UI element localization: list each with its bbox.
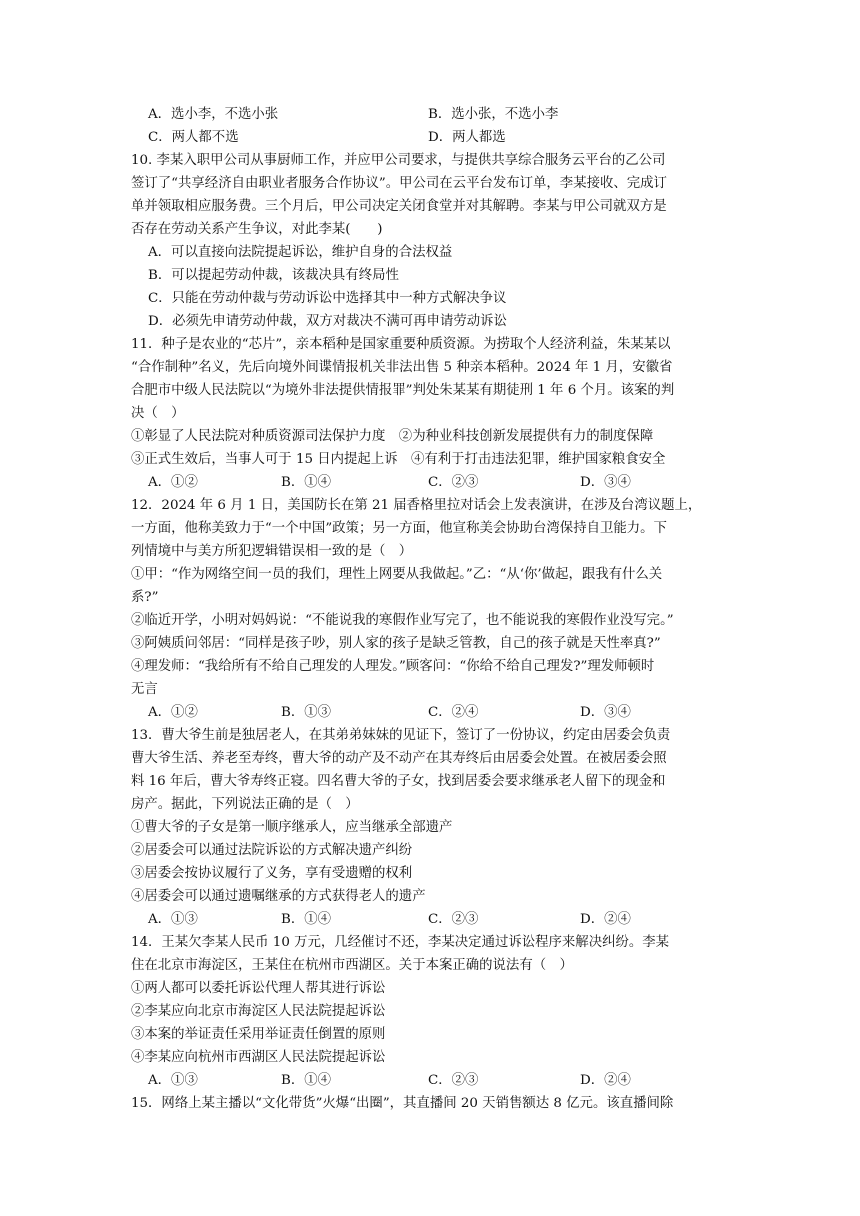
q14-option-c: C．②③: [428, 1073, 479, 1088]
q12-option-a: A．①②: [148, 705, 198, 720]
q11-stem-line: “合作制种”名义，先后向境外间谍情报机关非法出售 5 种亲本稻种。2024 年 1 月，安徽省: [131, 360, 673, 375]
q13-option-b: B．①④: [281, 912, 332, 927]
q12-stem-line: 列情境中与美方所犯逻辑错误相一致的是（ ）: [131, 544, 413, 559]
q14-option-d: D．②④: [580, 1073, 631, 1088]
q14-item-line: ②李某应向北京市海淀区人民法院提起诉讼: [131, 1004, 386, 1019]
q13-item-line: ①曹大爷的子女是第一顺序继承人，应当继承全部遗产: [131, 820, 453, 835]
q10-option-a: A．可以直接向法院提起诉讼，维护自身的合法权益: [148, 245, 453, 260]
q12-stem-line: 12．2024 年 6 月 1 日，美国防长在第 21 届香格里拉对话会上发表演讲，在涉及台湾议题上，: [131, 498, 702, 513]
q9-option-a: A．选小李，不选小张: [148, 107, 279, 122]
q13-options: [148, 909, 708, 931]
q12-option-d: D．③④: [580, 705, 631, 720]
q13-stem-line: 13．曹大爷生前是独居老人，在其弟弟妹妹的见证下，签订了一份协议，约定由居委会负责: [131, 728, 671, 743]
q13-item-line: ②居委会可以通过法院诉讼的方式解决遗产纠纷: [131, 843, 413, 858]
q11-option-c: C．②③: [428, 475, 479, 490]
q14-stem-line: 14．王某欠李某人民币 10 万元，几经催讨不还，李某决定通过诉讼程序来解决纠纷。李某: [131, 935, 670, 950]
q13-option-a: A．①③: [148, 912, 198, 927]
q9-options-row1: [148, 104, 708, 126]
q12-stem-line: 一方面，他称美致力于“一个中国”政策；另一方面，他宣称美会协助台湾保持自卫能力。下: [131, 521, 667, 536]
q14-option-a: A．①③: [148, 1073, 198, 1088]
q13-option-c: C．②③: [428, 912, 479, 927]
q11-item-line: ①彰显了人民法院对种质资源司法保护力度 ②为种业科技创新发展提供有力的制度保障: [131, 429, 654, 444]
q11-options: [148, 472, 708, 494]
q14-option-b: B．①④: [281, 1073, 332, 1088]
q13-item-line: ③居委会按协议履行了义务，享有受遗赠的权利: [131, 866, 413, 881]
q9-option-b: B．选小张，不选小李: [428, 107, 559, 122]
q13-option-d: D．②④: [580, 912, 631, 927]
q12-item-line: ④理发师：“我给所有不给自己理发的人理发。”顾客问：“你给不给自己理发?”理发师顿时: [131, 659, 655, 674]
q14-item-line: ④李某应向杭州市西湖区人民法院提起诉讼: [131, 1050, 386, 1065]
q12-item-line: ①甲：“作为网络空间一员的我们，理性上网要从我做起。”乙：“从‘你’做起，跟我有什么关: [131, 567, 663, 582]
q14-stem-line: 住在北京市海淀区，王某住在杭州市西湖区。关于本案正确的说法有（ ）: [131, 958, 573, 973]
q13-item-line: ④居委会可以通过遗嘱继承的方式获得老人的遗产: [131, 889, 426, 904]
q10-stem-line: 签订了“共享经济自由职业者服务合作协议”。甲公司在云平台发布订单，李某接收、完成订: [131, 176, 667, 191]
q12-item-line: 无言: [131, 682, 158, 697]
q11-stem-line: 合肥市中级人民法院以“为境外非法提供情报罪”判处朱某某有期徒刑 1 年 6 个月。该案的判: [131, 383, 675, 398]
q11-stem-line: 11．种子是农业的“芯片”，亲本稻种是国家重要种质资源。为捞取个人经济利益，朱某某以: [131, 337, 671, 352]
q13-stem-line: 料 16 年后，曹大爷寿终正寝。四名曹大爷的子女，找到居委会要求继承老人留下的现金和: [131, 774, 666, 789]
q9-option-d: D．两人都选: [428, 130, 506, 145]
q14-options: [148, 1070, 708, 1092]
q12-item-line: ②临近开学，小明对妈妈说：“不能说我的寒假作业写完了，也不能说我的寒假作业没写完。”: [131, 613, 674, 628]
q13-stem-line: 房产。据此，下列说法正确的是（ ）: [131, 797, 359, 812]
q10-stem-line: 10. 李某入职甲公司从事厨师工作，并应甲公司要求，与提供共享综合服务云平台的乙公司: [131, 153, 666, 168]
q14-item-line: ①两人都可以委托诉讼代理人帮其进行诉讼: [131, 981, 386, 996]
q10-stem-line: 单并领取相应服务费。三个月后，甲公司决定关闭食堂并对其解聘。李某与甲公司就双方是: [131, 199, 667, 214]
q12-option-b: B．①③: [281, 705, 332, 720]
q13-stem-line: 曹大爷生活、养老至寿终，曹大爷的动产及不动产在其寿终后由居委会处置。在被居委会照: [131, 751, 667, 766]
q11-stem-line: 决（ ）: [131, 406, 185, 421]
q9-options-row2: [148, 127, 708, 149]
q14-item-line: ③本案的举证责任采用举证责任倒置的原则: [131, 1027, 386, 1042]
q10-option-c: C．只能在劳动仲裁与劳动诉讼中选择其中一种方式解决争议: [148, 291, 507, 306]
q10-stem-line: 否存在劳动关系产生争议，对此李某( ): [131, 222, 383, 237]
q10-option-b: B．可以提起劳动仲裁，该裁决具有终局性: [148, 268, 399, 283]
q10-option-d: D．必须先申请劳动仲裁，双方对裁决不满可再申请劳动诉讼: [148, 314, 507, 329]
q11-option-b: B．①④: [281, 475, 332, 490]
q9-option-c: C．两人都不选: [148, 130, 239, 145]
q12-options: [148, 702, 708, 724]
q15-stem-line: 15．网络上某主播以“文化带货”火爆“出圈”，其直播间 20 天销售额达 8 亿元。该直播间除: [131, 1096, 674, 1111]
q11-option-a: A．①②: [148, 475, 198, 490]
q11-item-line: ③正式生效后，当事人可于 15 日内提起上诉 ④有利于打击违法犯罪，维护国家粮食安全: [131, 452, 666, 467]
q12-item-line: 系?”: [131, 590, 159, 605]
q11-option-d: D．③④: [580, 475, 631, 490]
q12-item-line: ③阿姨质问邻居：“同样是孩子吵，别人家的孩子是缺乏管教，自己的孩子就是天性率真?”: [131, 636, 661, 651]
q12-option-c: C．②④: [428, 705, 479, 720]
